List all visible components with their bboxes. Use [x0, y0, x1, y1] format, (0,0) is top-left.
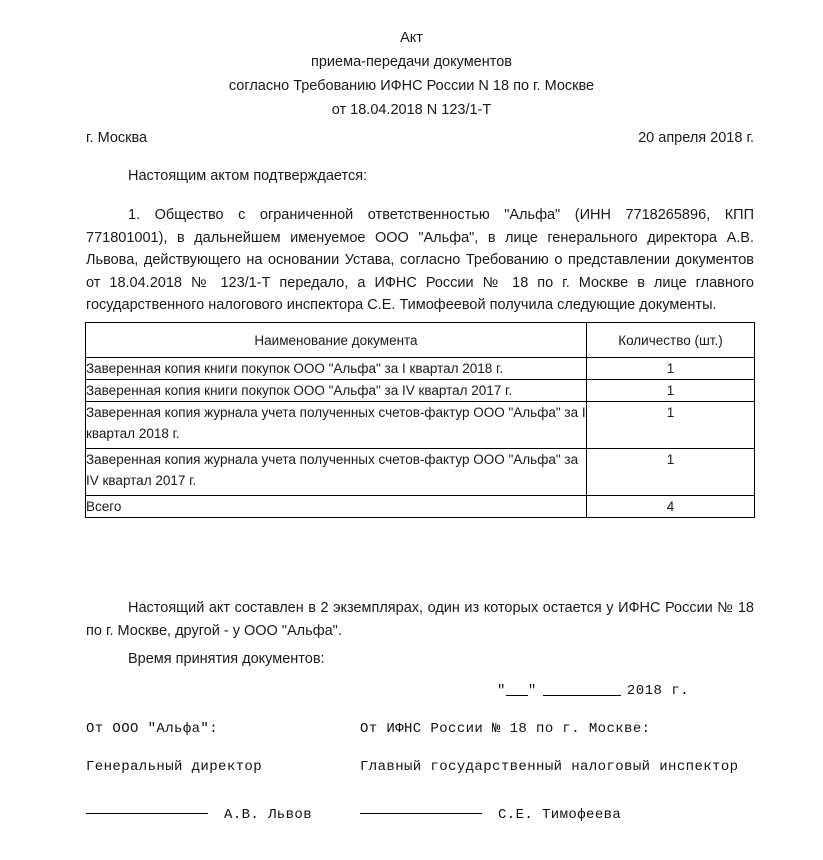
city-label: г. Москва — [86, 130, 148, 146]
table-cell-name: Заверенная копия журнала учета полученных счетов-фактур ООО "Альфа" за I квартал 2018 г. — [86, 402, 587, 449]
title-line-3: согласно Требованию ИФНС России N 18 по г. Москве — [228, 78, 595, 94]
table-header-name: Наименование документа — [86, 323, 587, 358]
signatory-right-name: С.Е. Тимофеева — [498, 807, 622, 823]
confirmation-line: Настоящим актом подтверждается: — [128, 168, 368, 184]
table-cell-name: Заверенная копия журнала учета полученных счетов-фактур ООО "Альфа" за IV квартал 2017 г. — [86, 449, 587, 496]
signature-rule-left — [86, 813, 208, 814]
signatory-left-from: От ООО "Альфа": — [86, 721, 219, 737]
table-cell-name: Всего — [86, 496, 587, 518]
table-cell-qty: 1 — [587, 358, 755, 380]
date-quote-close: " — [527, 683, 537, 699]
signature-rule-right — [360, 813, 482, 814]
table-cell-name: Заверенная копия книги покупок ООО "Альфа" за IV квартал 2017 г. — [86, 380, 587, 402]
signatory-left-role: Генеральный директор — [86, 759, 263, 775]
title-line-2: приема-передачи документов — [311, 54, 512, 70]
table-row-total — [86, 496, 755, 518]
main-paragraph: 1. Общество с ограниченной ответственностью "Альфа" (ИНН 7718265896, КПП 771801001), в дальнейшем именуемое ООО "Альфа", в лице генерального директора А.В. Львова, действующего на основании Устава, согласно Требованию о представлении документов от 18.04.2018 № 123/1-Т передало, а ИФНС России № 18 по г. Москве в лице главного государственного налогового инспектора С.Е. Тимофеевой получила следующие документы. — [86, 207, 754, 313]
table-row — [86, 380, 755, 402]
table-cell-qty: 4 — [587, 496, 755, 518]
title-line-1: Акт — [400, 30, 423, 46]
table-header-row — [86, 323, 755, 358]
document-title-block — [0, 26, 823, 122]
signatory-right-signature — [360, 807, 621, 823]
date-month-blank — [543, 695, 621, 696]
table-cell-name: Заверенная копия книги покупок ООО "Альфа" за I квартал 2018 г. — [86, 358, 587, 380]
blank-date-line — [497, 683, 689, 699]
table-cell-qty: 1 — [587, 402, 755, 449]
date-quote-open: " — [497, 683, 506, 699]
time-of-acceptance-line: Время принятия документов: — [128, 651, 325, 667]
table-row — [86, 358, 755, 380]
table-header-qty: Количество (шт.) — [587, 323, 755, 358]
table-row — [86, 449, 755, 496]
date-year-label: 2018 г. — [626, 683, 690, 699]
table-cell-qty: 1 — [587, 449, 755, 496]
signatory-left-name: А.В. Львов — [224, 807, 313, 823]
date-day-blank — [506, 695, 528, 696]
city-date-row — [86, 130, 754, 146]
signatory-right-role: Главный государственный налоговый инспектор — [360, 759, 739, 775]
document-date: 20 апреля 2018 г. — [638, 130, 754, 146]
signatory-left-signature — [86, 807, 312, 823]
signatory-right-from: От ИФНС России № 18 по г. Москве: — [360, 721, 651, 737]
table-row — [86, 402, 755, 449]
copies-paragraph: Настоящий акт составлен в 2 экземплярах, один из которых остается у ИФНС России № 18 по г. Москве, другой - у ООО "Альфа". — [86, 600, 754, 639]
documents-table — [85, 322, 755, 518]
table-cell-qty: 1 — [587, 380, 755, 402]
title-line-4: от 18.04.2018 N 123/1-Т — [331, 102, 492, 118]
